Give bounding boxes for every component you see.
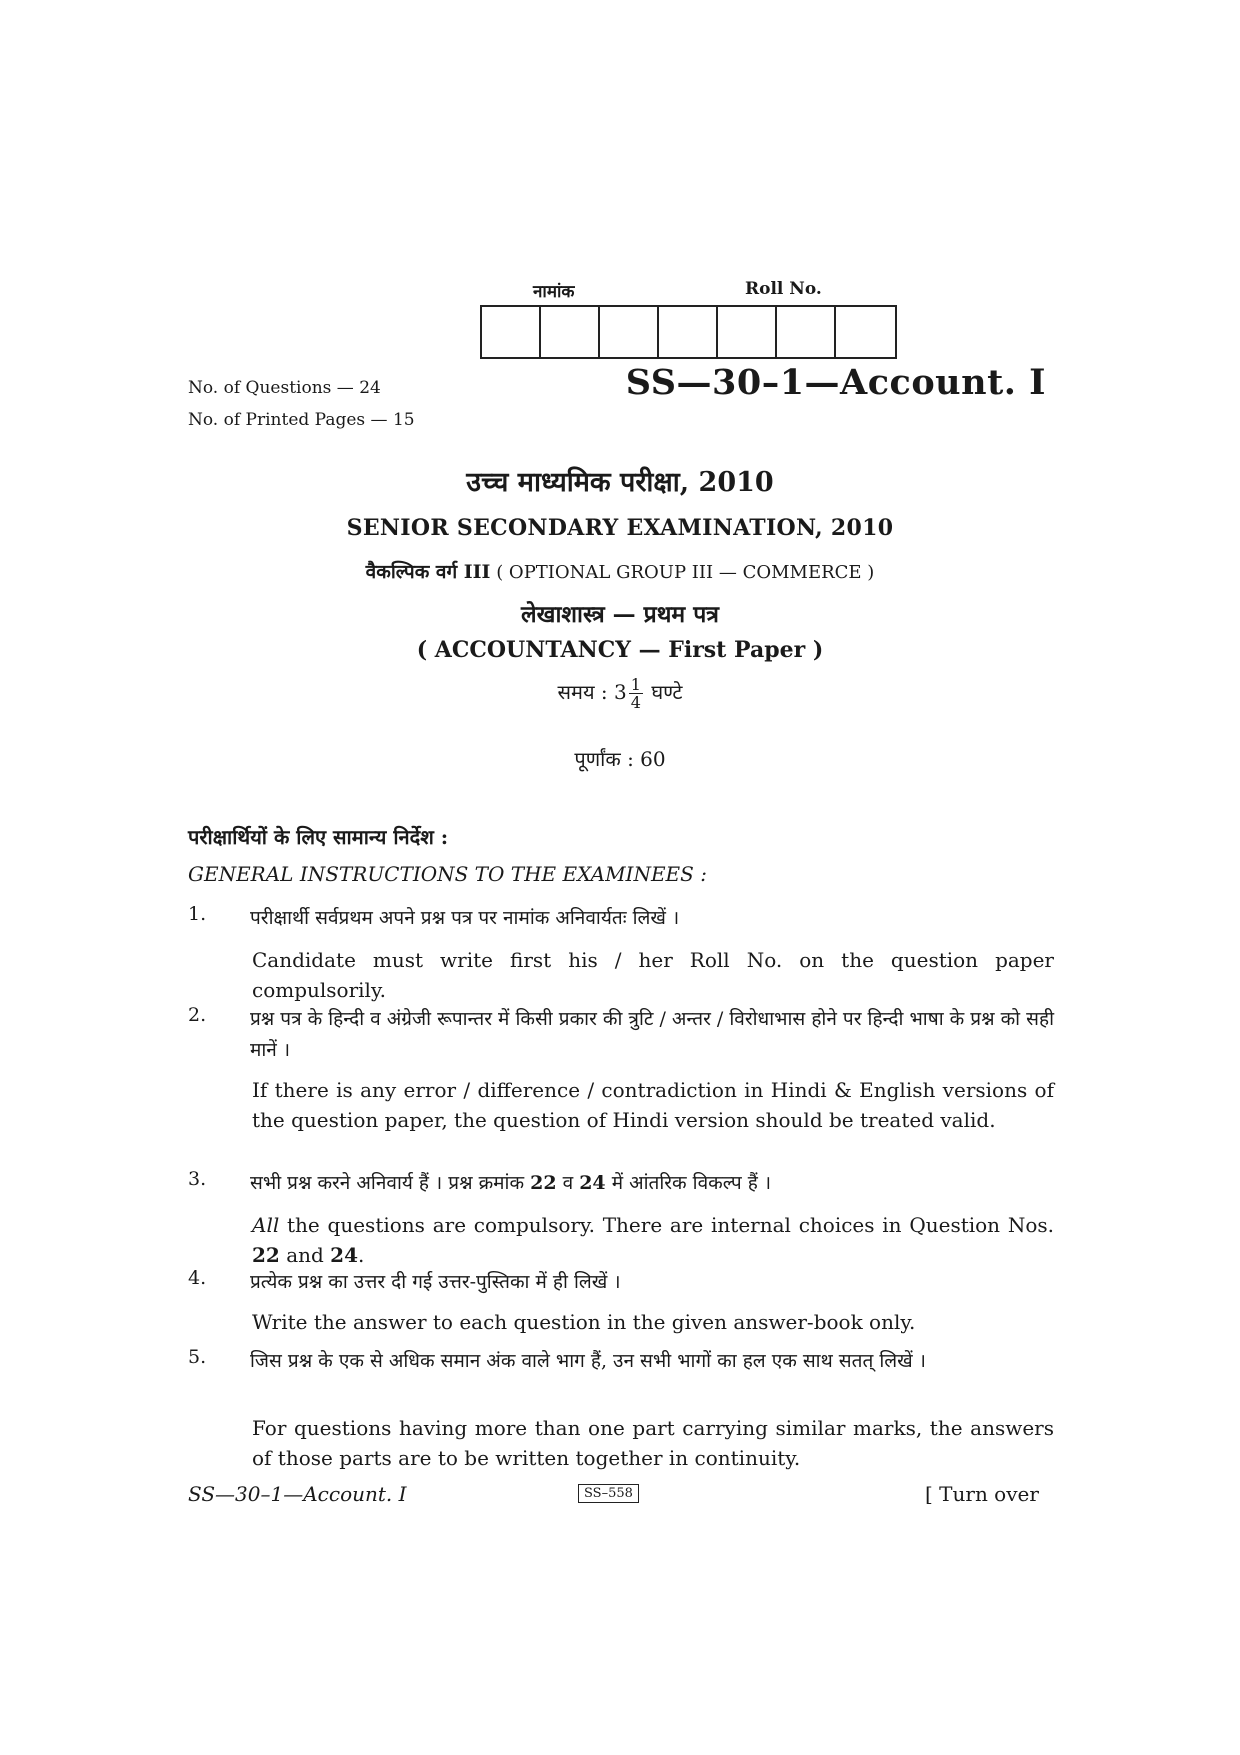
item-english-text: the questions are compulsory. There are internal choices in Question Nos. [279,1213,1054,1237]
turn-over-note: [ Turn over [925,1482,1039,1506]
roll-box[interactable] [541,307,600,357]
roll-box[interactable] [718,307,777,357]
roll-label-hindi: नामांक [533,282,575,302]
subject-english: ( ACCOUNTANCY — First Paper ) [416,637,824,663]
no-of-questions: No. of Questions — 24 [188,378,381,398]
subject-hindi: लेखाशास्त्र — प्रथम पत्र [521,601,719,628]
exam-title-english: SENIOR SECONDARY EXAMINATION, 2010 [346,515,894,541]
item-number: 2. [188,1004,207,1026]
roll-number-boxes [480,305,897,359]
question-ref-24: 24 [579,1172,606,1194]
item-number: 3. [188,1168,207,1190]
paper-code: SS—30–1—Account. I [625,362,1046,403]
item-hindi-text: सभी प्रश्न करने अनिवार्य हैं । प्रश्न क्रमांक [250,1172,531,1194]
time-fraction [629,676,643,711]
no-of-pages: No. of Printed Pages — 15 [188,410,415,430]
roll-box[interactable] [659,307,718,357]
roll-box[interactable] [777,307,836,357]
max-marks: पूर्णांक : 60 [574,747,666,771]
roll-box[interactable] [836,307,895,357]
item-english-text: and [279,1243,331,1267]
item-hindi: प्रश्न पत्र के हिन्दी व अंग्रेजी रूपान्तर में किसी प्रकार की त्रुटि / अन्तर / विरोधाभास होने पर हिन्दी भाषा के प्रश्न को सही मानें । [250,1008,1054,1061]
item-english-text: . [358,1243,365,1267]
item-english: For questions having more than one part carrying similar marks, the answers of those parts are to be written together in continuity. [252,1416,1054,1470]
fraction-numerator: 1 [630,675,641,694]
item-english [252,1210,1054,1270]
question-ref-24: 24 [330,1243,359,1267]
item-english: Candidate must write first his / her Roll No. on the question paper compulsorily. [252,948,1054,1002]
roll-box[interactable] [482,307,541,357]
item-english: Write the answer to each question in the given answer-book only. [252,1310,916,1334]
question-ref-22: 22 [252,1243,280,1267]
optional-group-english: ( OPTIONAL GROUP III — COMMERCE ) [496,562,875,583]
instructions-heading-hindi: परीक्षार्थियों के लिए सामान्य निर्देश : [188,825,449,849]
exam-title-hindi: उच्च माध्यमिक परीक्षा, 2010 [466,467,774,498]
item-english: If there is any error / difference / contradiction in Hindi & English versions of the question paper, the question of Hindi version should be treated valid. [252,1078,1054,1132]
roll-label-english: Roll No. [745,279,822,299]
item-number: 1. [188,903,207,925]
item-hindi: जिस प्रश्न के एक से अधिक समान अंक वाले भाग हैं, उन सभी भागों का हल एक साथ सतत् लिखें । [250,1350,926,1372]
question-ref-22: 22 [530,1172,557,1194]
time-allowed [0,676,1240,711]
footer-reference-box: SS–558 [578,1484,639,1503]
optional-group-hindi: वैकल्पिक वर्ग III [365,561,491,583]
roll-box[interactable] [600,307,659,357]
footer-paper-code: SS—30–1—Account. I [188,1482,407,1506]
item-hindi [250,1168,1054,1199]
fraction-denominator: 4 [630,693,641,712]
item-number: 5. [188,1346,207,1368]
time-suffix: घण्टे [651,680,683,704]
item-hindi-text: में आंतरिक विकल्प हैं । [605,1172,772,1194]
item-hindi-text: व [556,1172,580,1194]
instructions-heading-english: GENERAL INSTRUCTIONS TO THE EXAMINEES : [188,862,707,886]
optional-group [0,558,1240,584]
item-english-emphasis: All [252,1213,280,1237]
item-number: 4. [188,1267,207,1289]
time-prefix: समय : 3 [557,680,627,704]
item-hindi: प्रत्येक प्रश्न का उत्तर दी गई उत्तर-पुस्तिका में ही लिखें । [250,1271,621,1293]
item-hindi: परीक्षार्थी सर्वप्रथम अपने प्रश्न पत्र पर नामांक अनिवार्यतः लिखें । [250,907,680,929]
